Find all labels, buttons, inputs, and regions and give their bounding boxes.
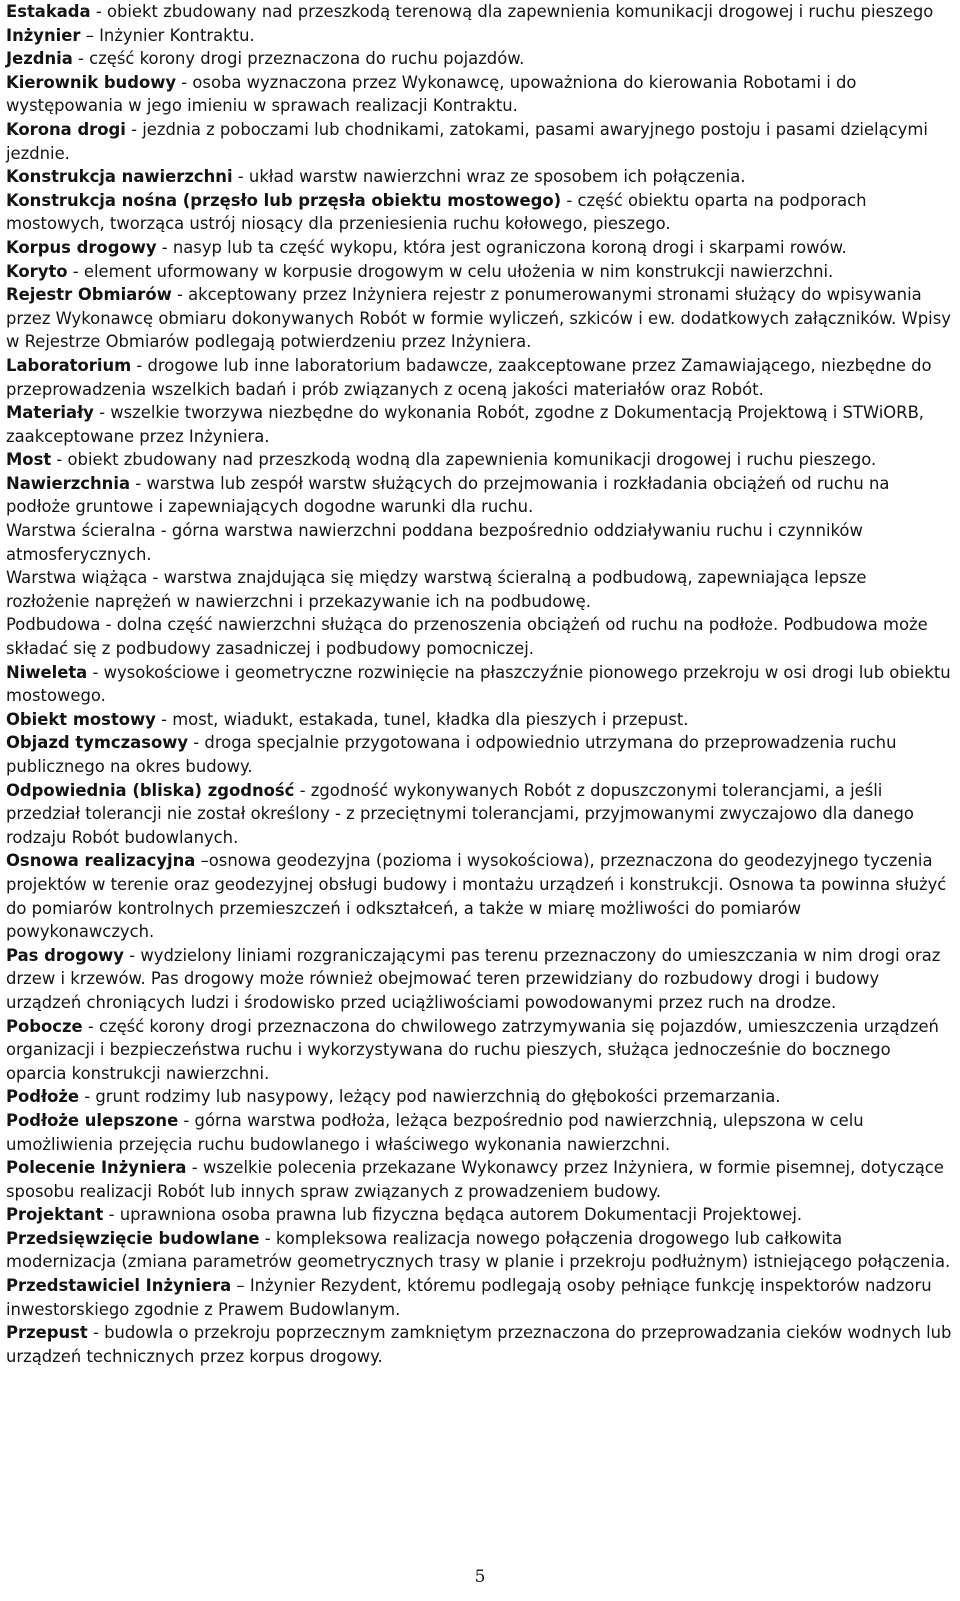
definition-entry (6, 1274, 952, 1321)
definition-entry (6, 24, 952, 48)
definition-term: Przedsięwzięcie budowlane (6, 1228, 260, 1248)
definition-entry (6, 165, 952, 189)
definition-entry (6, 849, 952, 943)
definition-term: Przepust (6, 1323, 88, 1343)
definition-entry (6, 0, 952, 24)
definition-entry (6, 1015, 952, 1086)
definition-entry (6, 708, 952, 732)
definition-term: Nawierzchnia (6, 473, 131, 493)
definition-entry (6, 71, 952, 118)
definition-entry (6, 472, 952, 519)
definition-entry (6, 1203, 952, 1227)
definition-text: - wydzielony liniami rozgraniczającymi pas terenu przeznaczony do umieszczania w nim drogi oraz drzew i krzewów. Pas drogowy może również obejmować teren przewidziany do rozbudowy drogi i budowy urządzeń chroniących ludzi i środowisko przed uciążliwościami powodowanymi przez ruch na drodze. (6, 945, 941, 1012)
definition-term: Objazd tymczasowy (6, 733, 189, 753)
definition-text: - grunt rodzimy lub nasypowy, leżący pod nawierzchnią do głębokości przemarzania. (79, 1087, 781, 1107)
definition-term: Most (6, 450, 52, 470)
definition-text: - osoba wyznaczona przez Wykonawcę, upoważniona do kierowania Robotami i do występowania w jego imieniu w sprawach realizacji Kontraktu. (6, 72, 857, 116)
definition-entry (6, 613, 952, 660)
definition-text: - wszelkie tworzywa niezbędne do wykonania Robót, zgodne z Dokumentacją Projektową i STWiORB, zaakceptowane przez Inżyniera. (6, 403, 925, 446)
definition-term: Podłoże ulepszone (6, 1110, 179, 1130)
definition-text: - kompleksowa realizacja nowego połączenia drogowego lub całkowita modernizacja (zmiana parametrów geometrycznych trasy w planie i przekroju podłużnym) istniejącego połączenia. (6, 1228, 951, 1272)
definition-entry (6, 47, 952, 71)
definition-term: Inżynier (6, 25, 81, 45)
definition-entry (6, 260, 952, 284)
definition-entry (6, 401, 952, 448)
definition-entry (6, 354, 952, 401)
definition-term: Odpowiednia (bliska) zgodność (6, 780, 295, 800)
definition-text: - wszelkie polecenia przekazane Wykonawcy przez Inżyniera, w formie pisemnej, dotyczące sposobu realizacji Robót lub innych spraw związanych z prowadzeniem budowy. (6, 1158, 944, 1201)
definition-term: Korona drogi (6, 119, 126, 139)
definition-term: Koryto (6, 261, 68, 281)
definition-term: Pobocze (6, 1016, 83, 1036)
definition-text: - wysokościowe i geometryczne rozwinięcie na płaszczyźnie pionowego przekroju w osi drogi lub obiektu mostowego. (6, 662, 951, 706)
definition-term: Kierownik budowy (6, 72, 177, 92)
definition-entry (6, 566, 952, 613)
definition-text: - droga specjalnie przygotowana i odpowiednio utrzymana do przeprowadzenia ruchu publicznego na okres budowy. (6, 733, 897, 776)
definition-entry (6, 1227, 952, 1274)
page-number: 5 (474, 1567, 486, 1587)
definition-text: - część obiektu oparta na podporach mostowych, tworząca ustrój niosący dla przeniesienia ruchu kołowego, pieszego. (6, 190, 867, 234)
definition-text: - część korony drogi przeznaczona do chwilowego zatrzymywania się pojazdów, umieszczenia urządzeń organizacji i bezpieczeństwa ruchu i wykorzystywana do ruchu pieszych, służąca jednocześnie do bocznego oparcia konstrukcji nawierzchni. (6, 1016, 939, 1083)
definition-text: Warstwa wiążąca - warstwa znajdująca się między warstwą ścieralną a podbudową, zapewniająca lepsze rozłożenie naprężeń w nawierzchni i przekazywanie ich na podbudowę. (6, 568, 867, 611)
definition-text: Podbudowa - dolna część nawierzchni służąca do przenoszenia obciążeń od ruchu na podłoże. Podbudowa może składać się z podbudowy zasadniczej i podbudowy pomocniczej. (6, 615, 928, 659)
definition-text: - drogowe lub inne laboratorium badawcze, zaakceptowane przez Zamawiającego, niezbędne do przeprowadzenia wszelkich badań i prób związanych z oceną jakości materiałów oraz Robót. (6, 355, 932, 399)
definition-term: Konstrukcja nośna (przęsło lub przęsła obiektu mostowego) (6, 190, 562, 210)
definition-entry (6, 661, 952, 708)
definition-term: Konstrukcja nawierzchni (6, 167, 233, 187)
definition-term: Estakada (6, 2, 91, 21)
definition-text: - obiekt zbudowany nad przeszkodą terenową dla zapewnienia komunikacji drogowej i ruchu pieszego (90, 2, 934, 21)
definition-text: - górna warstwa podłoża, leżąca bezpośrednio pod nawierzchnią, ulepszona w celu umożliwienia przejęcia ruchu budowlanego i właściwego wykonania nawierzchni. (6, 1110, 864, 1154)
definition-text: - nasyp lub ta część wykopu, która jest ograniczona koroną drogi i skarpami rowów. (156, 237, 847, 257)
definition-term: Korpus drogowy (6, 237, 157, 257)
document-body (6, 0, 952, 1368)
definition-entry (6, 189, 952, 236)
definition-entry (6, 944, 952, 1015)
definition-text: –osnowa geodezyjna (pozioma i wysokościowa), przeznaczona do geodezyjnego tyczenia projektów w terenie oraz geodezyjnej obsługi budowy i montażu urządzeń i konstrukcji. Osnowa ta powinna służyć do pomiarów kontrolnych przemieszczeń i odkształceń, a także w miarę możliwości do pomiarów powykonawczych. (6, 851, 947, 942)
definition-term: Jezdnia (6, 49, 73, 69)
definition-text: – Inżynier Rezydent, któremu podlegają osoby pełniące funkcję inspektorów nadzoru inwestorskiego zgodnie z Prawem Budowlanym. (6, 1276, 932, 1319)
definition-text: - element uformowany w korpusie drogowym w celu ułożenia w nim konstrukcji nawierzchni. (67, 261, 834, 281)
definition-text: - obiekt zbudowany nad przeszkodą wodną dla zapewnienia komunikacji drogowej i ruchu pieszego. (51, 450, 877, 470)
definition-entry (6, 283, 952, 354)
definition-entry (6, 519, 952, 566)
definition-term: Laboratorium (6, 355, 132, 375)
definition-term: Obiekt mostowy (6, 709, 156, 729)
definition-term: Pas drogowy (6, 945, 124, 965)
definition-text: - uprawniona osoba prawna lub fizyczna będąca autorem Dokumentacji Projektowej. (103, 1205, 803, 1225)
definition-entry (6, 118, 952, 165)
definition-term: Podłoże (6, 1087, 80, 1107)
definition-term: Osnowa realizacyjna (6, 851, 196, 871)
definition-entry (6, 1109, 952, 1156)
definition-text: – Inżynier Kontraktu. (80, 25, 255, 45)
definition-entry (6, 448, 952, 472)
definition-term: Polecenie Inżyniera (6, 1158, 187, 1178)
definition-entry (6, 1156, 952, 1203)
definition-term: Materiały (6, 403, 94, 423)
definition-text: - most, wiadukt, estakada, tunel, kładka dla pieszych i przepust. (155, 709, 689, 729)
definition-entry (6, 1085, 952, 1109)
definition-term: Projektant (6, 1205, 104, 1225)
definition-text: - warstwa lub zespół warstw służących do przejmowania i rozkładania obciążeń od ruchu na podłoże gruntowe i zapewniających dogodne warunki dla ruchu. (6, 473, 890, 517)
definition-text: Warstwa ścieralna - górna warstwa nawierzchni poddana bezpośrednio oddziaływaniu ruchu i czynników atmosferycznych. (6, 521, 863, 564)
definition-term: Niweleta (6, 662, 88, 682)
definition-text: - układ warstw nawierzchni wraz ze sposobem ich połączenia. (232, 167, 746, 187)
definition-text: - jezdnia z poboczami lub chodnikami, zatokami, pasami awaryjnego postoju i pasami dzielącymi jezdnie. (6, 119, 928, 163)
definition-entry (6, 1321, 952, 1368)
definition-text: - zgodność wykonywanych Robót z dopuszczonymi tolerancjami, a jeśli przedział tolerancji nie został określony - z przeciętnymi tolerancjami, przyjmowanymi zwyczajowo dla danego rodzaju Robót budowlanych. (6, 780, 914, 847)
definition-text: - akceptowany przez Inżyniera rejestr z ponumerowanymi stronami służący do wpisywania przez Wykonawcę obmiaru dokonywanych Robót w formie wyliczeń, szkiców i ew. dodatkowych załączników. Wpisy w Rejestrze Obmiarów podlegają potwierdzeniu przez Inżyniera. (6, 285, 951, 352)
definition-entry (6, 731, 952, 778)
definition-entry (6, 779, 952, 850)
definition-term: Przedstawiciel Inżyniera (6, 1276, 232, 1296)
definition-entry (6, 236, 952, 260)
definition-term: Rejestr Obmiarów (6, 285, 172, 305)
definition-text: - część korony drogi przeznaczona do ruchu pojazdów. (72, 49, 525, 69)
definition-text: - budowla o przekroju poprzecznym zamkniętym przeznaczona do przeprowadzania cieków wodnych lub urządzeń technicznych przez korpus drogowy. (6, 1323, 952, 1366)
